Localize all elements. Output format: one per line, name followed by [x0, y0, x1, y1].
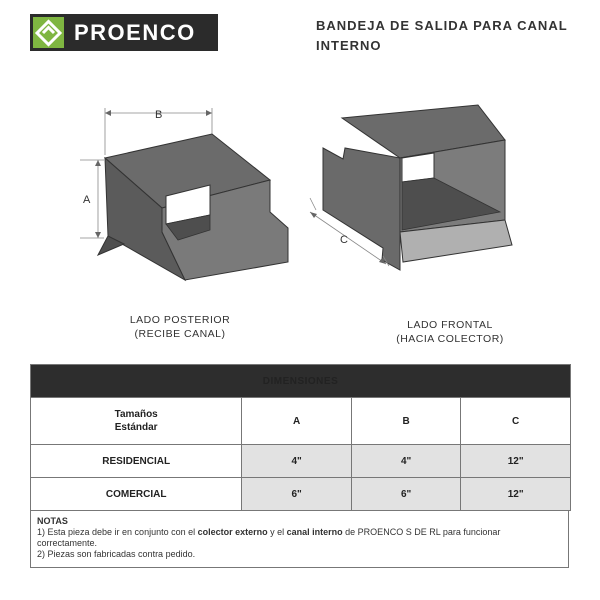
cell-value: 6"	[351, 478, 461, 511]
table-column-row	[31, 398, 571, 445]
back-view-caption	[110, 313, 250, 341]
dim-a-label: A	[83, 194, 91, 206]
back-view-drawing	[80, 108, 288, 280]
dimensions-table	[30, 364, 571, 511]
row-label-comercial: COMERCIAL	[31, 478, 242, 511]
notes-box	[30, 510, 569, 568]
column-header-a: A	[242, 398, 352, 445]
column-header-b: B	[351, 398, 461, 445]
cell-value: 4"	[242, 445, 352, 478]
note-1-bold-colector: colector externo	[197, 527, 268, 537]
logo-text: PROENCO	[74, 20, 196, 45]
title-line-2: INTERNO	[316, 38, 382, 53]
note-1-suffix: de PROENCO S DE RL para funcionar correctamente.	[37, 527, 501, 548]
cell-value: 12"	[461, 445, 571, 478]
back-caption-line-1: LADO POSTERIOR	[129, 314, 231, 326]
note-1-mid: y el	[267, 527, 287, 537]
table-row	[31, 445, 571, 478]
dim-c-label: C	[340, 234, 348, 246]
row-label-residencial: RESIDENCIAL	[31, 445, 242, 478]
technical-drawings	[0, 90, 600, 290]
title-line-1: BANDEJA DE SALIDA PARA CANAL	[316, 18, 568, 33]
table-row	[31, 478, 571, 511]
table-title: DIMENSIONES	[31, 365, 571, 398]
notes-title: NOTAS	[37, 516, 68, 526]
front-view-caption	[370, 318, 530, 346]
corner-header-line-2: Estándar	[114, 422, 158, 433]
front-caption-line-1: LADO FRONTAL	[407, 319, 493, 331]
note-1-bold-canal: canal interno	[286, 527, 343, 537]
logo-mark-icon	[33, 17, 64, 48]
cell-value: 12"	[461, 478, 571, 511]
corner-header-line-1: Tamaños	[114, 409, 158, 420]
cell-value: 6"	[242, 478, 352, 511]
note-2: 2) Piezas son fabricadas contra pedido.	[37, 549, 196, 559]
table-header-row	[31, 365, 571, 398]
note-1	[37, 527, 562, 549]
column-header-c: C	[461, 398, 571, 445]
document-title	[316, 16, 586, 56]
dim-b-label: B	[155, 109, 163, 121]
back-caption-line-2: (RECIBE CANAL)	[134, 328, 226, 340]
note-1-prefix: 1) Esta pieza debe ir en conjunto con el	[37, 527, 198, 537]
corner-header	[31, 398, 242, 445]
cell-value: 4"	[351, 445, 461, 478]
front-view-drawing	[310, 105, 512, 270]
proenco-logo	[30, 14, 218, 51]
front-caption-line-2: (HACIA COLECTOR)	[396, 333, 504, 345]
